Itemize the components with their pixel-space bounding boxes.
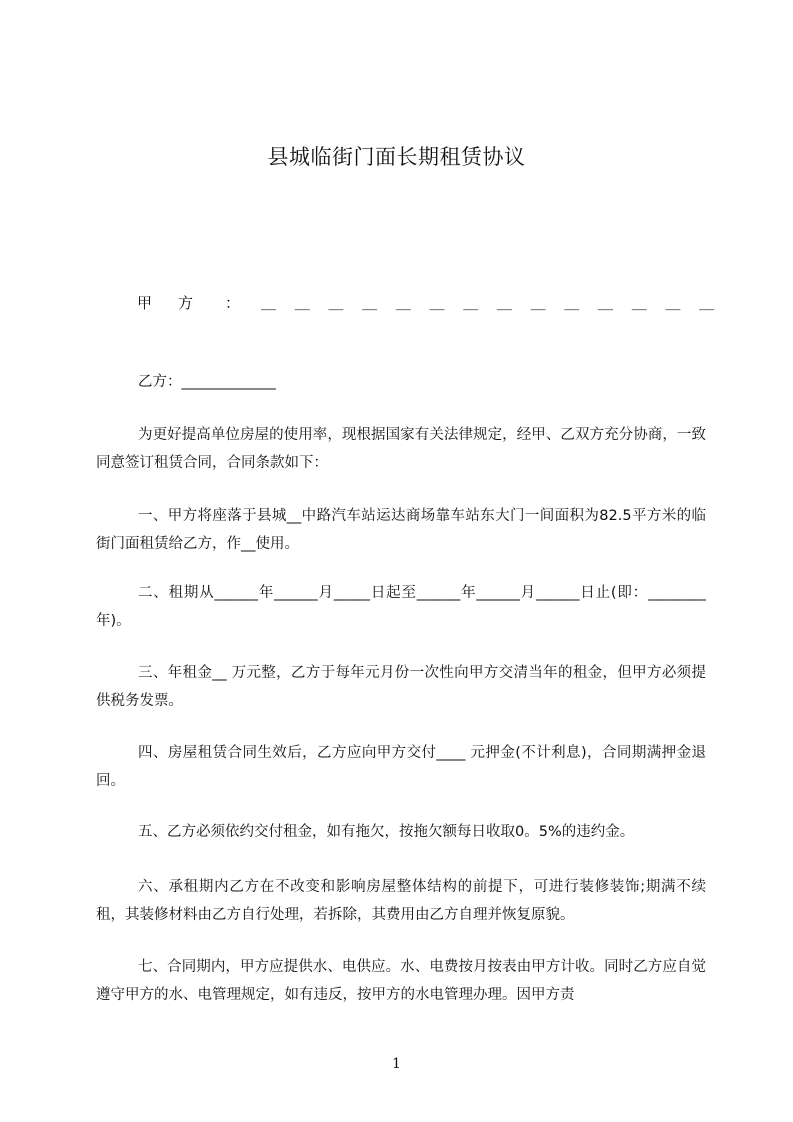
clause-4: 四、房屋租赁合同生效后，乙方应向甲方交付____ 元押金(不计利息)，合同期满押金退回。 xyxy=(96,745,706,789)
party-a-colon: ： xyxy=(225,294,241,312)
intro-paragraph: 为更好提高单位房屋的使用率，现根据国家有关法律规定，经甲、乙双方充分协商，一致同意签订租赁合同，合同条款如下： xyxy=(96,427,706,471)
party-b-line: 乙方：_____________ xyxy=(138,374,276,390)
clause-1: 一、甲方将座落于县城__中路汽车站运达商场靠车站东大门一间面积为82.5平方米的临街门面租赁给乙方，作__使用。 xyxy=(96,508,706,552)
clause-6: 六、承租期内乙方在不改变和影响房屋整体结构的前提下，可进行装修装饰;期满不续租，其装修材料由乙方自行处理，若拆除，其费用由乙方自理并恢复原貌。 xyxy=(96,879,706,923)
page-number: 1 xyxy=(392,1056,401,1072)
document-title: 县城临街门面长期租赁协议 xyxy=(267,145,526,169)
party-a-line xyxy=(137,292,733,316)
party-a-blank: ＿＿＿＿＿＿＿＿＿＿＿＿＿＿ xyxy=(261,294,733,312)
clause-3: 三、年租金__ 万元整，乙方于每年元月份一次性向甲方交清当年的租金，但甲方必须提供税务发票。 xyxy=(96,665,706,709)
party-a-label: 甲方 xyxy=(137,294,220,312)
clause-5: 五、乙方必须依约交付租金，如有拖欠，按拖欠额每日收取0。5%的违约金。 xyxy=(138,824,635,840)
clause-7: 七、合同期内，甲方应提供水、电供应。水、电费按月按表由甲方计收。同时乙方应自觉遵守甲方的水、电管理规定，如有违反，按甲方的水电管理办理。因甲方责 xyxy=(96,959,706,1003)
clause-2: 二、租期从______年______月_____日起至______年______月______日止(即：________年)。 xyxy=(96,585,706,629)
